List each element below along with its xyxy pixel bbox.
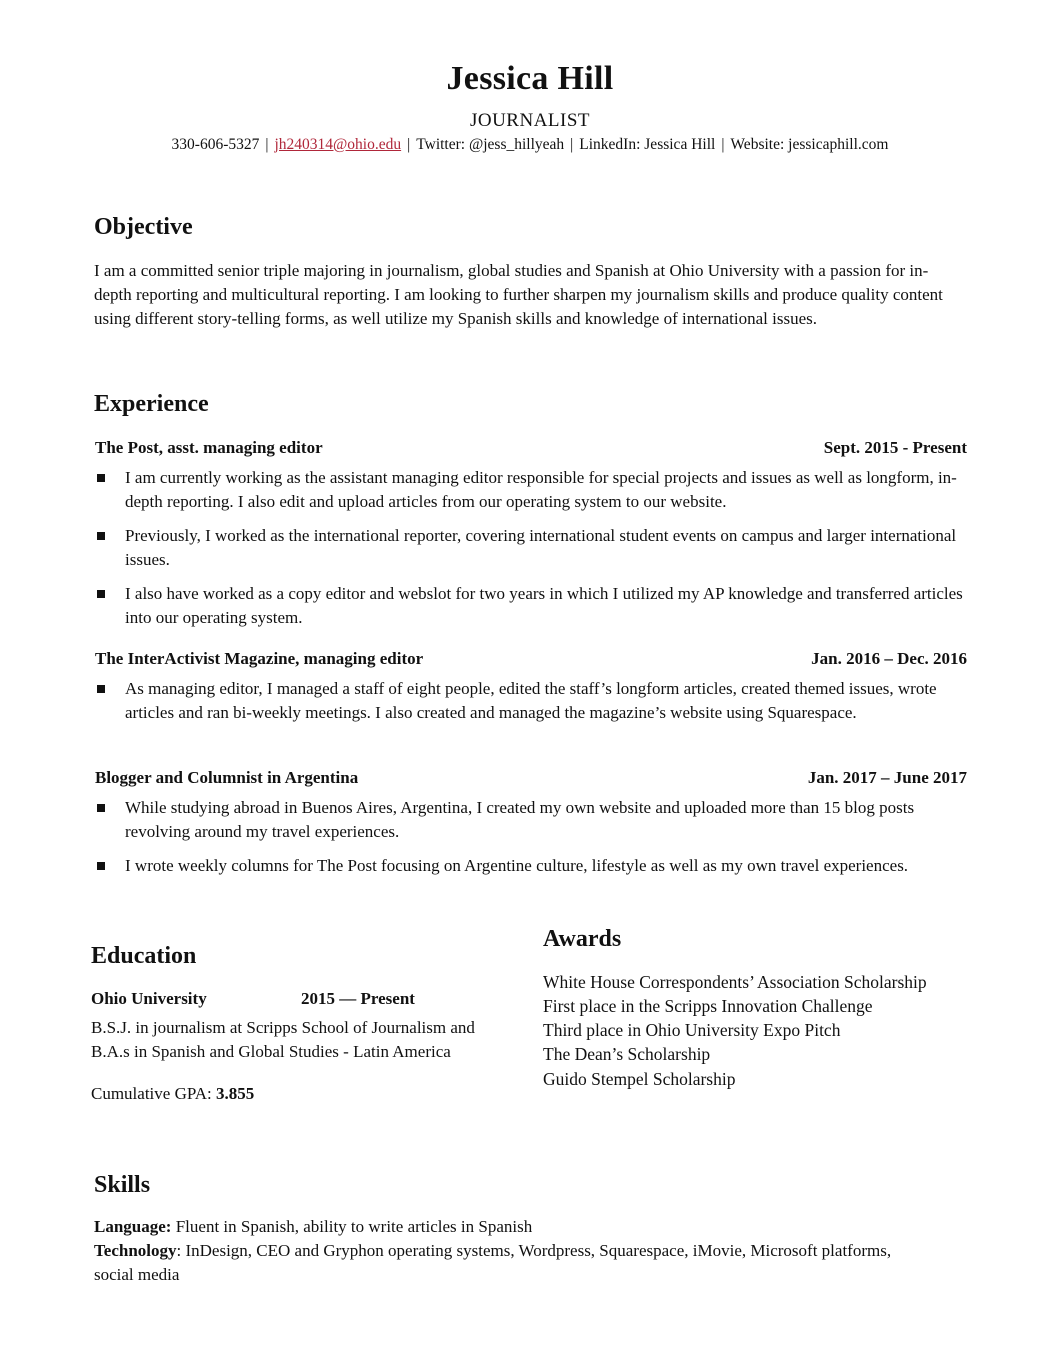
degree-line-2: B.A.s in Spanish and Global Studies - Latin America bbox=[91, 1042, 451, 1061]
skill-text: Fluent in Spanish, ability to write articles in Spanish bbox=[175, 1217, 533, 1236]
separator: | bbox=[265, 136, 269, 153]
award-item: First place in the Scripps Innovation Challenge bbox=[543, 996, 873, 1016]
experience-heading: Experience bbox=[94, 391, 209, 417]
bullet-square-icon bbox=[97, 590, 105, 598]
phone: 330-606-5327 bbox=[171, 136, 260, 153]
job-header bbox=[95, 438, 967, 458]
school-name: Ohio University bbox=[91, 989, 207, 1008]
awards-heading: Awards bbox=[543, 926, 622, 952]
bullet-text: I also have worked as a copy editor and webslot for two years in which I utilized my AP knowledge and transferred articles into our operating system. bbox=[125, 584, 963, 627]
bullet-square-icon bbox=[97, 474, 105, 482]
job-dates: Jan. 2016 – Dec. 2016 bbox=[811, 649, 967, 668]
email-link[interactable]: jh240314@ohio.edu bbox=[274, 136, 402, 153]
job-role: Blogger and Columnist in Argentina bbox=[95, 768, 359, 787]
bullet-text: Previously, I worked as the international reporter, covering international student events on campus and larger international issues. bbox=[125, 526, 957, 569]
objective-text: I am a committed senior triple majoring in journalism, global studies and Spanish at Ohio University with a passion for in-depth reporting and multicultural reporting. I am looking to further sharpen my journalism skills and produce quality content using different story-telling forms, as well utilize my Spanish skills and knowledge of international issues. bbox=[94, 261, 943, 328]
job-dates: Sept. 2015 - Present bbox=[823, 438, 967, 457]
education-heading: Education bbox=[91, 943, 197, 969]
skill-label: Language: bbox=[94, 1217, 172, 1236]
linkedin: LinkedIn: Jessica Hill bbox=[579, 136, 716, 153]
bullet-square-icon bbox=[97, 862, 105, 870]
bullet-square-icon bbox=[97, 532, 105, 540]
contact-line bbox=[0, 136, 1060, 154]
job-bullets bbox=[95, 466, 967, 640]
award-item: The Dean’s Scholarship bbox=[543, 1044, 711, 1064]
education-dates: 2015 — Present bbox=[301, 989, 415, 1008]
separator: | bbox=[407, 136, 411, 153]
bullet-square-icon bbox=[97, 685, 105, 693]
skills-heading: Skills bbox=[94, 1172, 151, 1198]
bullet-item bbox=[95, 677, 967, 725]
job-bullets bbox=[95, 677, 967, 735]
award-item: Guido Stempel Scholarship bbox=[543, 1069, 736, 1089]
twitter: Twitter: @jess_hillyeah bbox=[416, 136, 565, 153]
job-header bbox=[95, 649, 967, 669]
skill-language bbox=[94, 1215, 954, 1239]
bullet-text: As managing editor, I managed a staff of eight people, edited the staff’s longform articles, created themed issues, wrote articles and ran bi-weekly meetings. I also created and managed the magazine’s website using Squarespace. bbox=[125, 679, 937, 722]
bullet-item bbox=[95, 854, 967, 878]
gpa-label: Cumulative GPA: bbox=[91, 1084, 212, 1103]
candidate-name: Jessica Hill bbox=[446, 60, 614, 97]
bullet-text: I am currently working as the assistant managing editor responsible for special projects and issues as well as longform, in-depth reporting. I also edit and upload articles from our operating system to our website. bbox=[125, 468, 957, 511]
job-role: The Post, asst. managing editor bbox=[95, 438, 323, 457]
skill-text: : InDesign, CEO and Gryphon operating systems, Wordpress, Squarespace, iMovie, Microsoft platforms, social media bbox=[94, 1241, 892, 1284]
bullet-text: I wrote weekly columns for The Post focusing on Argentine culture, lifestyle as well as my own travel experiences. bbox=[125, 856, 909, 875]
objective-heading: Objective bbox=[94, 214, 193, 240]
job-dates: Jan. 2017 – June 2017 bbox=[807, 768, 967, 787]
bullet-item bbox=[95, 796, 967, 844]
skill-label: Technology bbox=[94, 1241, 177, 1260]
bullet-text: While studying abroad in Buenos Aires, Argentina, I created my own website and uploaded more than 15 blog posts revolving around my travel experiences. bbox=[125, 798, 915, 841]
gpa-line bbox=[91, 1084, 254, 1104]
bullet-item bbox=[95, 524, 967, 572]
award-item: White House Correspondents’ Association Scholarship bbox=[543, 972, 927, 992]
bullet-item bbox=[95, 582, 967, 630]
separator: | bbox=[570, 136, 574, 153]
bullet-item bbox=[95, 466, 967, 514]
degree-line-1: B.S.J. in journalism at Scripps School of Journalism and bbox=[91, 1018, 475, 1037]
bullet-square-icon bbox=[97, 804, 105, 812]
job-role: The InterActivist Magazine, managing editor bbox=[95, 649, 424, 668]
job-bullets bbox=[95, 796, 967, 888]
separator: | bbox=[721, 136, 725, 153]
website: Website: jessicaphill.com bbox=[730, 136, 889, 153]
skill-technology bbox=[94, 1239, 924, 1287]
gpa-value: 3.855 bbox=[216, 1084, 255, 1103]
job-header bbox=[95, 768, 967, 788]
job-title: JOURNALIST bbox=[469, 110, 591, 131]
award-item: Third place in Ohio University Expo Pitch bbox=[543, 1020, 841, 1040]
